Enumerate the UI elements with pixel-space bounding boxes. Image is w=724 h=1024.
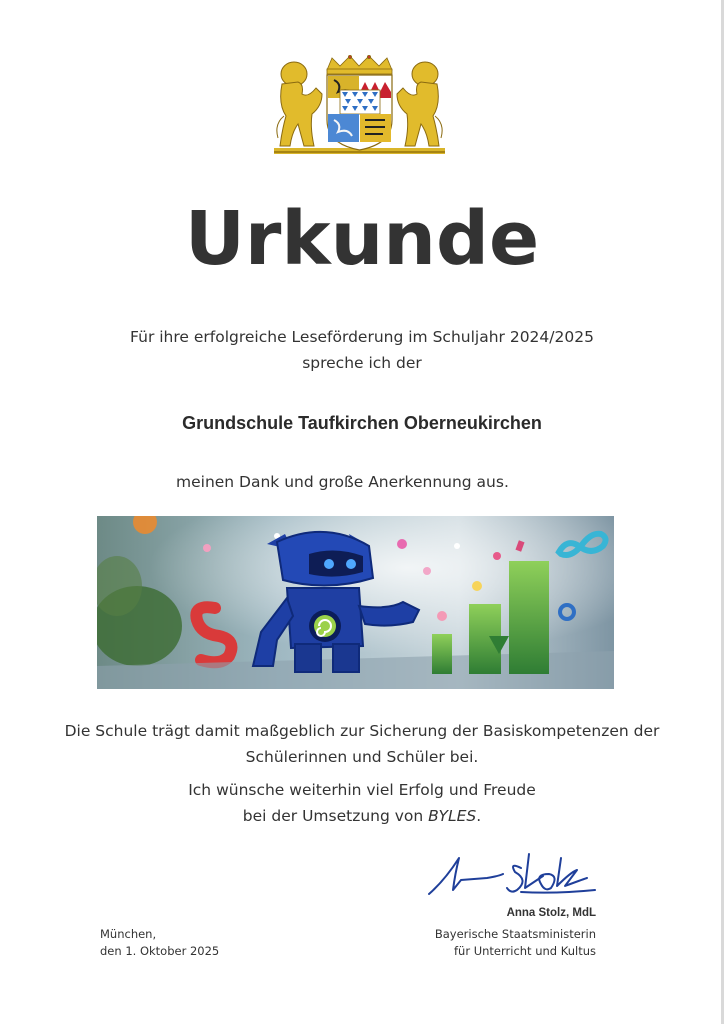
intro-line-1: Für ihre erfolgreiche Leseförderung im Schuljahr 2024/2025	[130, 328, 594, 346]
intro-line-2: spreche ich der	[302, 354, 422, 372]
wish-line-1: Ich wünsche weiterhin viel Erfolg und Freude	[188, 781, 536, 799]
school-name: Grundschule Taufkirchen Oberneukirchen	[182, 413, 542, 433]
signatory-role-line-2: für Unterricht und Kultus	[453, 944, 596, 958]
thanks-line: meinen Dank und große Anerkennung aus.	[176, 473, 509, 491]
signatory-role-line-1: Bayerische Staatsministerin	[434, 927, 596, 941]
byles-banner-image	[97, 516, 614, 689]
program-name: BYLES	[428, 807, 477, 825]
certificate-title: Urkunde	[184, 196, 540, 282]
body-line-2: Schülerinnen und Schüler bei.	[245, 748, 479, 766]
signatory-name: Anna Stolz, MdL	[506, 907, 596, 919]
footer-date: den 1. Oktober 2025	[100, 944, 220, 958]
wish-line-2	[0, 807, 724, 825]
wish-line-2-prefix: bei der Umsetzung von	[242, 807, 429, 825]
wish-line-2-suffix: .	[476, 807, 482, 825]
handwritten-signature	[425, 850, 600, 902]
bavarian-coat-of-arms-icon	[272, 54, 447, 158]
footer-place: München,	[100, 927, 157, 941]
body-line-1: Die Schule trägt damit maßgeblich zur Sicherung der Basiskompetenzen der	[64, 722, 660, 740]
